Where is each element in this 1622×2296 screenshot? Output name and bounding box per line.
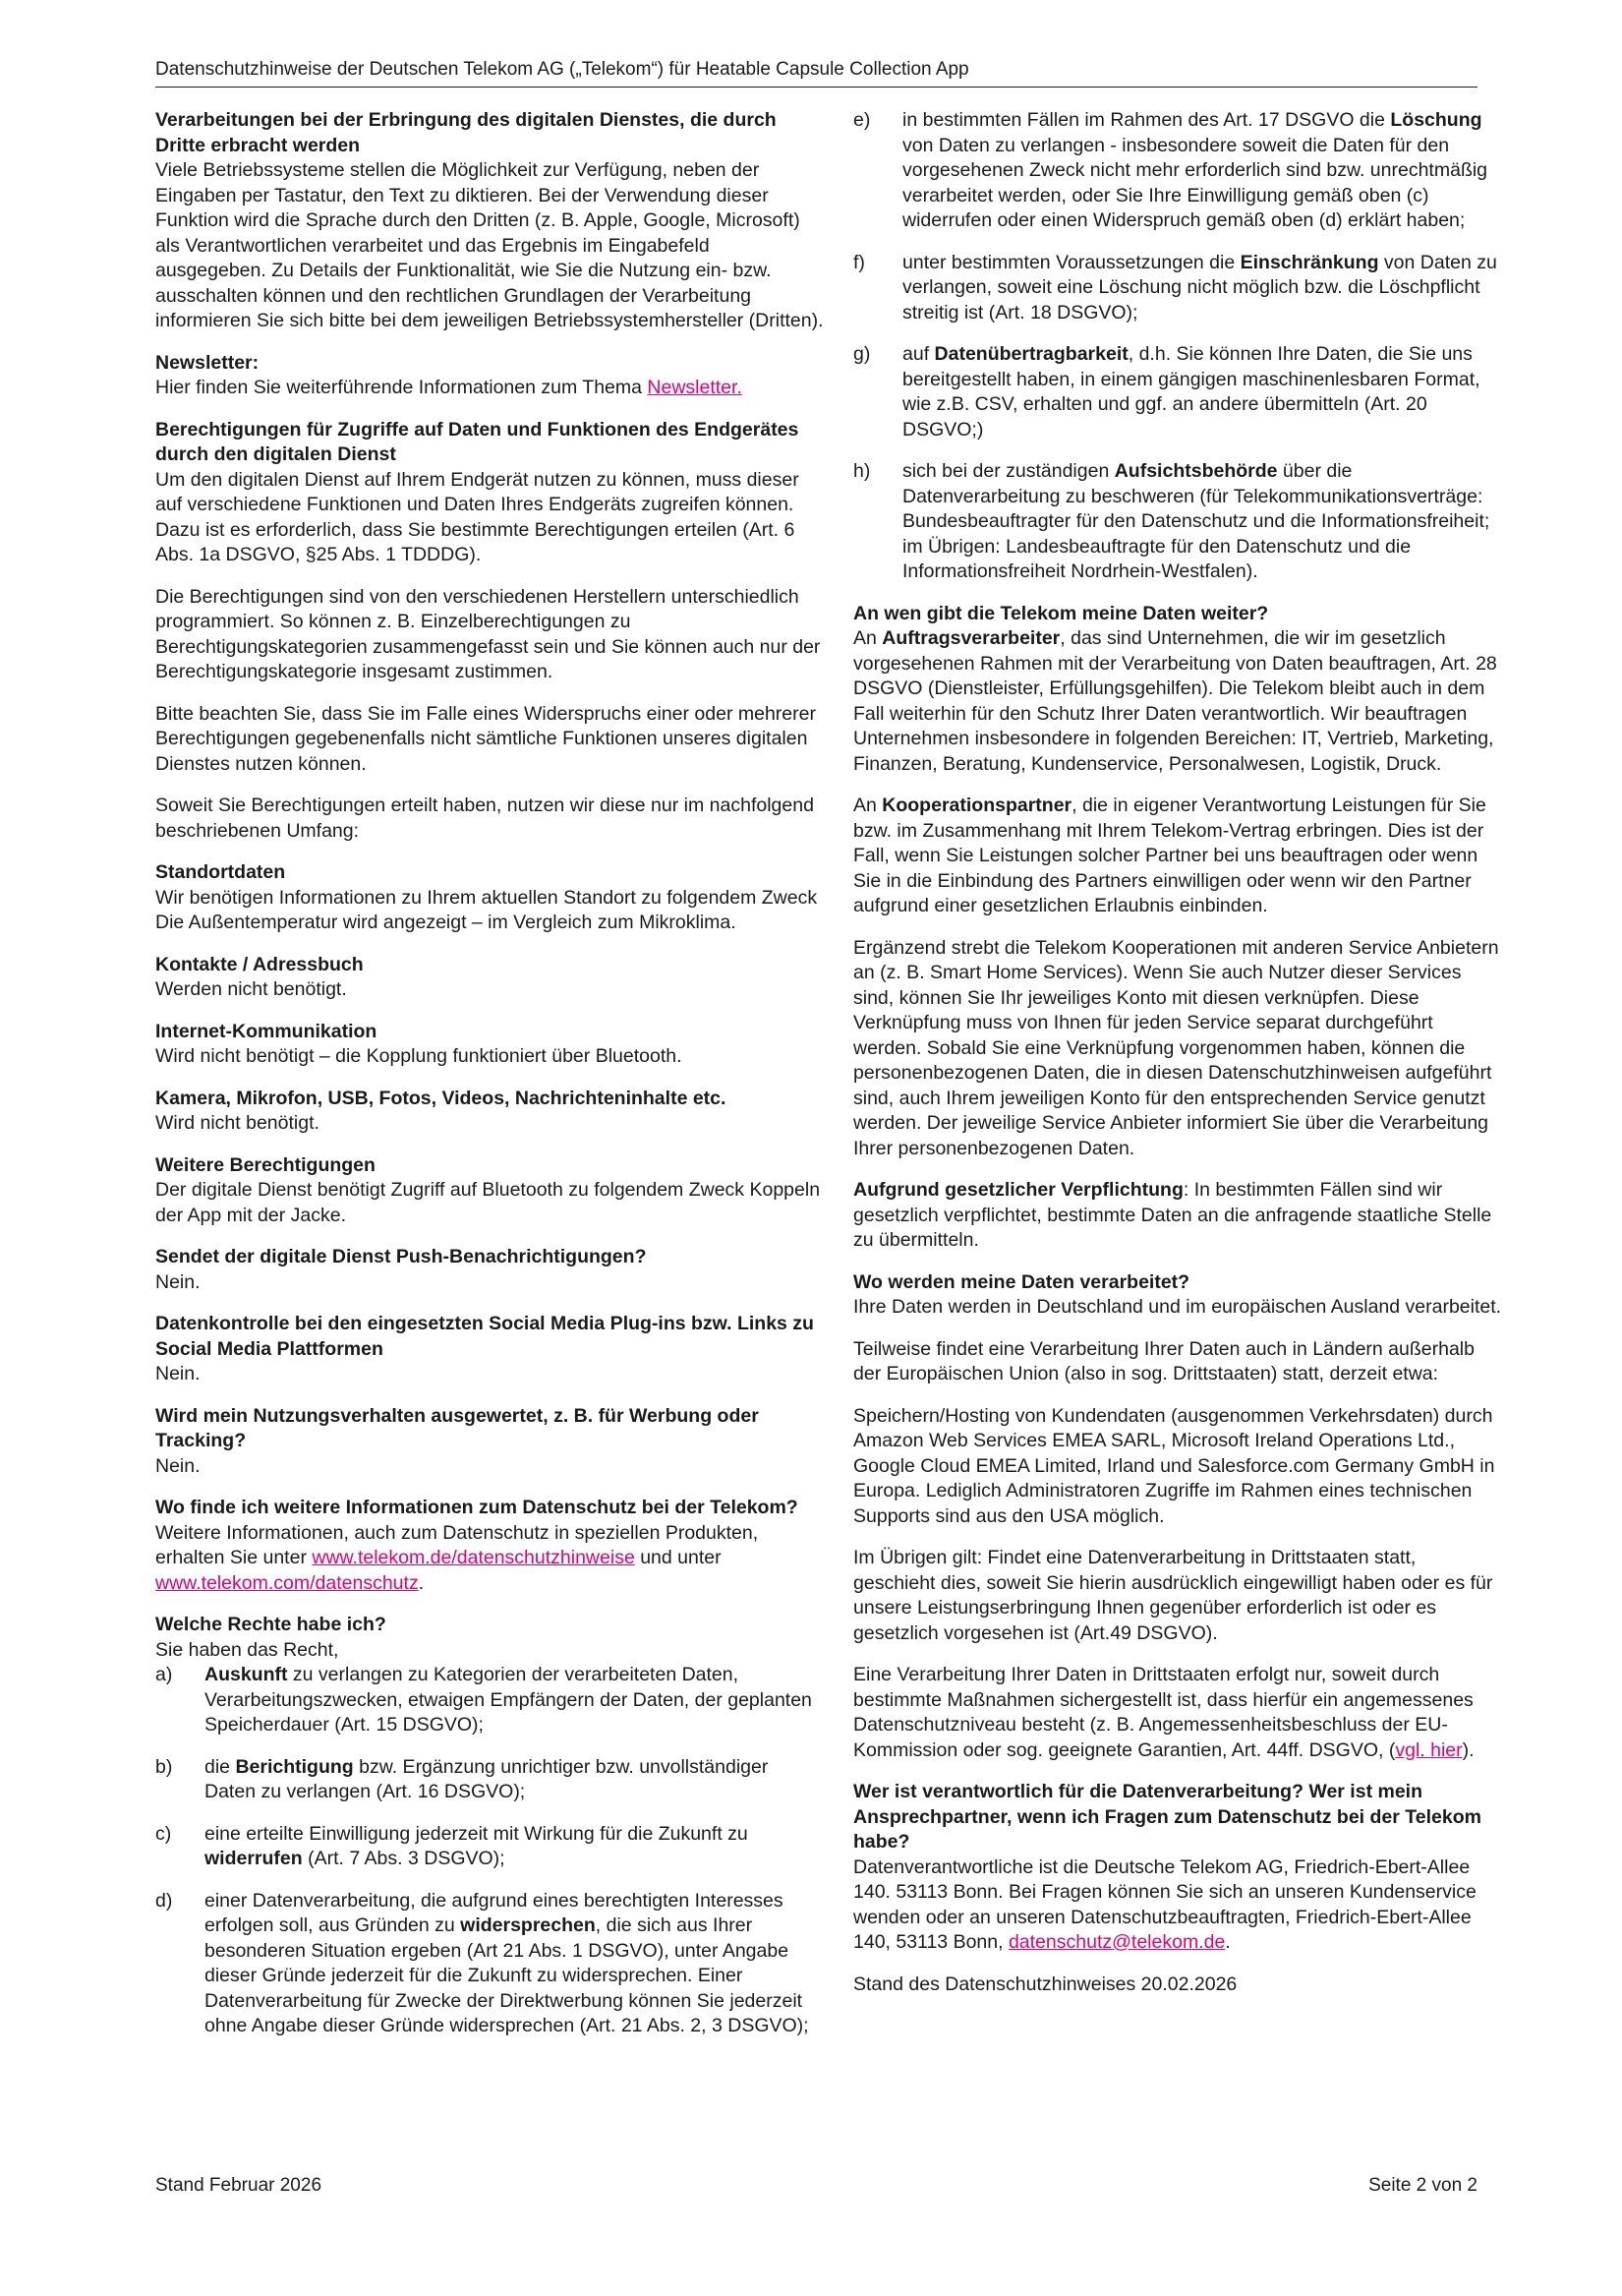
section-controller [853,1780,1502,1956]
section-stand [853,1972,1502,1998]
text-recipients-4: Aufgrund gesetzlicher Verpflichtung: In bestimmten Fällen sind wir gesetzlich verpflichtet, bestimmte Daten an die anfragende staatliche Stelle zu übermitteln. [853,1179,1492,1251]
heading-controller: Wer ist verantwortlich für die Datenverarbeitung? Wer ist mein Ansprechpartner, wenn ich Fragen zum Datenschutz bei der Telekom habe? [853,1781,1481,1853]
footer-date: Stand Februar 2026 [155,2175,322,2196]
text-where-2: Teilweise findet eine Verarbeitung Ihrer Daten auch in Ländern außerhalb der Europäischen Union (also in sog. Drittstaaten) statt, derzeit etwa: [853,1337,1475,1384]
heading-more-info: Wo finde ich weitere Informationen zum Datenschutz bei der Telekom? [155,1497,798,1518]
list-item: e) in bestimmten Fällen im Rahmen des Art. 17 DSGVO die Löschung von Daten zu verlangen - insbesondere soweit die Daten für den vorgesehenen Zweck nicht mehr erforderlich sind bzw. unrechtmäßig verarbeitet werden, oder Sie Ihre Einwilligung gemäß oben (c) widerrufen oder einen Widerspruch gemäß oben (d) erklärt haben; [853,109,1488,231]
rights-list [155,1663,824,2039]
text-recipients-3: Ergänzend strebt die Telekom Kooperationen mit anderen Service Anbietern an (z. B. Smart Home Services). Wenn Sie auch Nutzer dieser Services sind, können Sie Ihr jeweiliges Konto mit diesen verknüpfen. Diese Verknüpfung muss von Ihnen für jeden Service separat durchgeführt werden. Sobald Sie eine Verknüpfung vorgenommen haben, können die personenbezogenen Daten, die in diesen Datenschutzhinweisen aufgeführt sind, auch Ihrem jeweiligen Konto für den entsprechenden Service genutzt werden. Der jeweilige Service Anbieter informiert Sie über die Verarbeitung Ihrer personenbezogenen Daten. [853,936,1499,1159]
rights-list-continued [853,108,1502,585]
list-item: g) auf Datenübertragbarkeit, d.h. Sie können Ihre Daten, die Sie uns bereitgestellt haben, in einem gängigen maschinenlesbaren Format, wie z.B. CSV, erhalten und ggf. an andere übermitteln (Art. 20 DSGVO;) [853,343,1480,441]
list-item: h) sich bei der zuständigen Aufsichtsbehörde über die Datenverarbeitung zu beschweren (für Telekommunikationsverträge: Bundesbeauftragter für den Datenschutz und die Informationsfreiheit; im Übrigen: Landesbeauftragte für den Datenschutz und die Informationsfreiheit Nordrhein-Westfalen). [853,460,1490,582]
heading-further-permissions: Weitere Berechtigungen [155,1153,376,1176]
section-third-party [155,108,824,334]
section-further-permissions [155,1153,824,1229]
right-column [853,108,1502,2014]
footer-page-number: Seite 2 von 2 [1368,2175,1477,2196]
text-recipients-1: An Auftragsverarbeiter, das sind Unternehmen, die wir im gesetzlich vorgesehenen Rahmen mit der Verarbeitung von Daten beauftragen, Art. 28 DSGVO (Dienstleister, Erfüllungsgehilfen). Die Telekom bleibt auch in dem Fall weiterhin für den Schutz Ihrer Daten verantwortlich. Wir beauftragen Unternehmen insbesondere in folgenden Bereichen: IT, Vertrieb, Marketing, Finanzen, Beratung, Kundenservice, Personalwesen, Logistik, Druck. [853,627,1497,775]
vgl-hier-link[interactable]: vgl. hier [1395,1738,1463,1761]
text-rights-intro: Sie haben das Recht, [155,1638,339,1661]
text-stand: Stand des Datenschutzhinweises 20.02.2026 [853,1972,1238,1995]
heading-where: Wo werden meine Daten verarbeitet? [853,1270,1190,1293]
list-item: c) eine erteilte Einwilligung jederzeit mit Wirkung für die Zukunft zu widerrufen (Art. 7 Abs. 3 DSGVO); [155,1822,748,1869]
heading-tracking: Wird mein Nutzungsverhalten ausgewertet, z. B. für Werbung oder Tracking? [155,1404,759,1451]
section-more-info [155,1496,824,1596]
newsletter-link[interactable]: Newsletter. [647,377,742,398]
text-where-5: Eine Verarbeitung Ihrer Daten in Drittstaaten erfolgt nur, soweit durch bestimmte Maßnahmen sichergestellt ist, dass hierfür ein angemessenes Datenschutzniveau besteht (z. B. Angemessenheitsbeschluss der EU-Kommission oder sog. geeignete Garantien, Art. 44ff. DSGVO, (vgl. hier). [853,1664,1475,1761]
section-push [155,1245,824,1295]
section-contacts [155,953,824,1003]
heading-recipients: An wen gibt die Telekom meine Daten weiter? [853,602,1269,624]
heading-permissions: Berechtigungen für Zugriffe auf Daten und Funktionen des Endgerätes durch den digitalen Dienst [155,418,799,465]
text-permissions-4: Soweit Sie Berechtigungen erteilt haben, nutzen wir diese nur im nachfolgend beschriebenen Umfang: [155,795,814,842]
left-column [155,108,824,2056]
text-controller: Datenverantwortliche ist die Deutsche Telekom AG, Friedrich-Ebert-Allee 140. 53113 Bonn. Bei Fragen können Sie sich an unseren Kundenservice wenden oder an unseren Datenschutzbeauftragten, Friedrich-Ebert-Allee 140, 53113 Bonn, datenschutz@telekom.de. [853,1855,1477,1953]
section-internet [155,1020,824,1070]
heading-location: Standortdaten [155,861,286,883]
section-camera [155,1087,824,1137]
heading-newsletter: Newsletter: [155,351,260,374]
text-permissions-3: Bitte beachten Sie, dass Sie im Falle eines Widerspruchs einer oder mehrerer Berechtigungen gegebenenfalls nicht sämtliche Funktionen unseres digitalen Dienstes nutzen können. [155,702,816,775]
page-header [155,57,1477,88]
text-internet: Wird nicht benötigt – die Kopplung funktioniert über Bluetooth. [155,1045,682,1067]
text-newsletter: Hier finden Sie weiterführende Informationen zum Thema Newsletter. [155,377,742,398]
text-where-1: Ihre Daten werden in Deutschland und im europäischen Ausland verarbeitet. [853,1296,1502,1318]
list-item: d) einer Datenverarbeitung, die aufgrund eines berechtigten Interesses erfolgen soll, aus Gründen zu widersprechen, die sich aus Ihrer besonderen Situation ergeben (Art 21 Abs. 1 DSGVO), unter Angabe dieser Gründe jederzeit für die Zukunft zu widersprechen. Einer Datenverarbeitung für Zwecke der Direktwerbung können Sie jederzeit ohne Angabe dieser Gründe widersprechen (Art. 21 Abs. 2, 3 DSGVO); [155,1889,809,2036]
section-recipients [853,602,1502,1254]
heading-internet: Internet-Kommunikation [155,1020,377,1042]
email-link[interactable]: datenschutz@telekom.de [1008,1931,1226,1953]
section-social [155,1312,824,1387]
text-third-party: Viele Betriebssysteme stellen die Möglichkeit zur Verfügung, neben der Eingaben per Tastatur, den Text zu diktieren. Bei der Verwendung dieser Funktion wird die Sprache durch den Dritten (z. B. Apple, Google, Microsoft) als Verantwortlichen verarbeitet und das Ergebnis im Eingabefeld ausgegeben. Zu Details der Funktionalität, wie Sie die Nutzung ein- bzw. ausschalten können und den rechtlichen Grundlagen der Verarbeitung informieren Sie sich bitte bei dem jeweiligen Betriebssystemhersteller (Dritten). [155,159,824,331]
datenschutzhinweise-link[interactable]: www.telekom.de/datenschutzhinweise [312,1547,635,1568]
text-permissions-1: Um den digitalen Dienst auf Ihrem Endgerät nutzen zu können, muss dieser auf verschiedene Funktionen und Daten Ihres Endgeräts zugreifen können. Dazu ist es erforderlich, dass Sie bestimmte Berechtigungen erteilen (Art. 6 Abs. 1a DSGVO, §25 Abs. 1 TDDDG). [155,468,799,565]
section-newsletter [155,351,824,401]
heading-social: Datenkontrolle bei den eingesetzten Social Media Plug-ins bzw. Links zu Social Media Plattformen [155,1313,814,1360]
section-rights [155,1613,824,2039]
heading-camera: Kamera, Mikrofon, USB, Fotos, Videos, Nachrichteninhalte etc. [155,1087,726,1109]
datenschutz-link[interactable]: www.telekom.com/datenschutz [155,1571,419,1594]
header-title: Datenschutzhinweise der Deutschen Telekom AG („Telekom“) für Heatable Capsule Collection App [155,59,969,80]
list-item: a) Auskunft zu verlangen zu Kategorien der verarbeiteten Daten, Verarbeitungszwecken, etwaigen Empfängern der Daten, der geplanten Speicherdauer (Art. 15 DSGVO); [155,1664,812,1736]
text-where-4: Im Übrigen gilt: Findet eine Datenverarbeitung in Drittstaaten statt, geschieht dies, soweit Sie hierin ausdrücklich eingewilligt haben oder es für unsere Leistungserbringung Ihnen gegenüber erforderlich ist oder es gesetzlich vorgesehen ist (Art.49 DSGVO). [853,1547,1493,1644]
text-camera: Wird nicht benötigt. [155,1112,319,1134]
text-more-info: Weitere Informationen, auch zum Datenschutz in speziellen Produkten, erhalten Sie unter www.telekom.de/datenschutzhinweise und unter www.telekom.com/datenschutz. [155,1521,759,1594]
section-tracking [155,1404,824,1480]
section-where [853,1270,1502,1764]
text-further-permissions: Der digitale Dienst benötigt Zugriff auf Bluetooth zu folgendem Zweck Koppeln der App mit der Jacke. [155,1179,821,1226]
text-where-3: Speichern/Hosting von Kundendaten (ausgenommen Verkehrsdaten) durch Amazon Web Services EMEA SARL, Microsoft Ireland Operations Ltd., Google Cloud EMEA Limited, Irland und Salesforce.com Germany GmbH in Europa. Lediglich Administratoren Zugriffe im Rahmen eines technischen Supports sind aus den USA möglich. [853,1404,1495,1527]
text-push: Nein. [155,1270,201,1293]
list-item: b) die Berichtigung bzw. Ergänzung unrichtiger bzw. unvollständiger Daten zu verlangen (Art. 16 DSGVO); [155,1755,769,1802]
section-permissions [155,418,824,845]
text-recipients-2: An Kooperationspartner, die in eigener Verantwortung Leistungen für Sie bzw. im Zusammenhang mit Ihrem Telekom-Vertrag erbringen. Dies ist der Fall, wenn Sie Leistungen solcher Partner bei uns beauftragen oder wenn Sie in die Einbindung des Partners einwilligen oder wenn wir den Partner aufgrund einer gesetzlichen Erlaubnis einbinden. [853,795,1486,916]
text-tracking: Nein. [155,1454,201,1477]
section-location [155,860,824,936]
heading-push: Sendet der digitale Dienst Push-Benachrichtigungen? [155,1246,647,1267]
text-permissions-2: Die Berechtigungen sind von den verschiedenen Herstellern unterschiedlich programmiert. So können z. B. Einzelberechtigungen zu Berechtigungskategorien zusammengefasst sein und Sie können auch nur der Berechtigungskategorie insgesamt zustimmen. [155,585,821,682]
text-location: Wir benötigen Informationen zu Ihrem aktuellen Standort zu folgendem Zweck Die Außentemperatur wird angezeigt – im Vergleich zum Mikroklima. [155,886,818,933]
heading-contacts: Kontakte / Adressbuch [155,953,364,975]
text-contacts: Werden nicht benötigt. [155,978,347,1000]
text-social: Nein. [155,1363,201,1384]
heading-third-party: Verarbeitungen bei der Erbringung des digitalen Dienstes, die durch Dritte erbracht werden [155,109,777,156]
heading-rights: Welche Rechte habe ich? [155,1614,386,1635]
list-item: f) unter bestimmten Voraussetzungen die Einschränkung von Daten zu verlangen, soweit eine Löschung nicht möglich bzw. die Löschpflicht streitig ist (Art. 18 DSGVO); [853,251,1497,324]
